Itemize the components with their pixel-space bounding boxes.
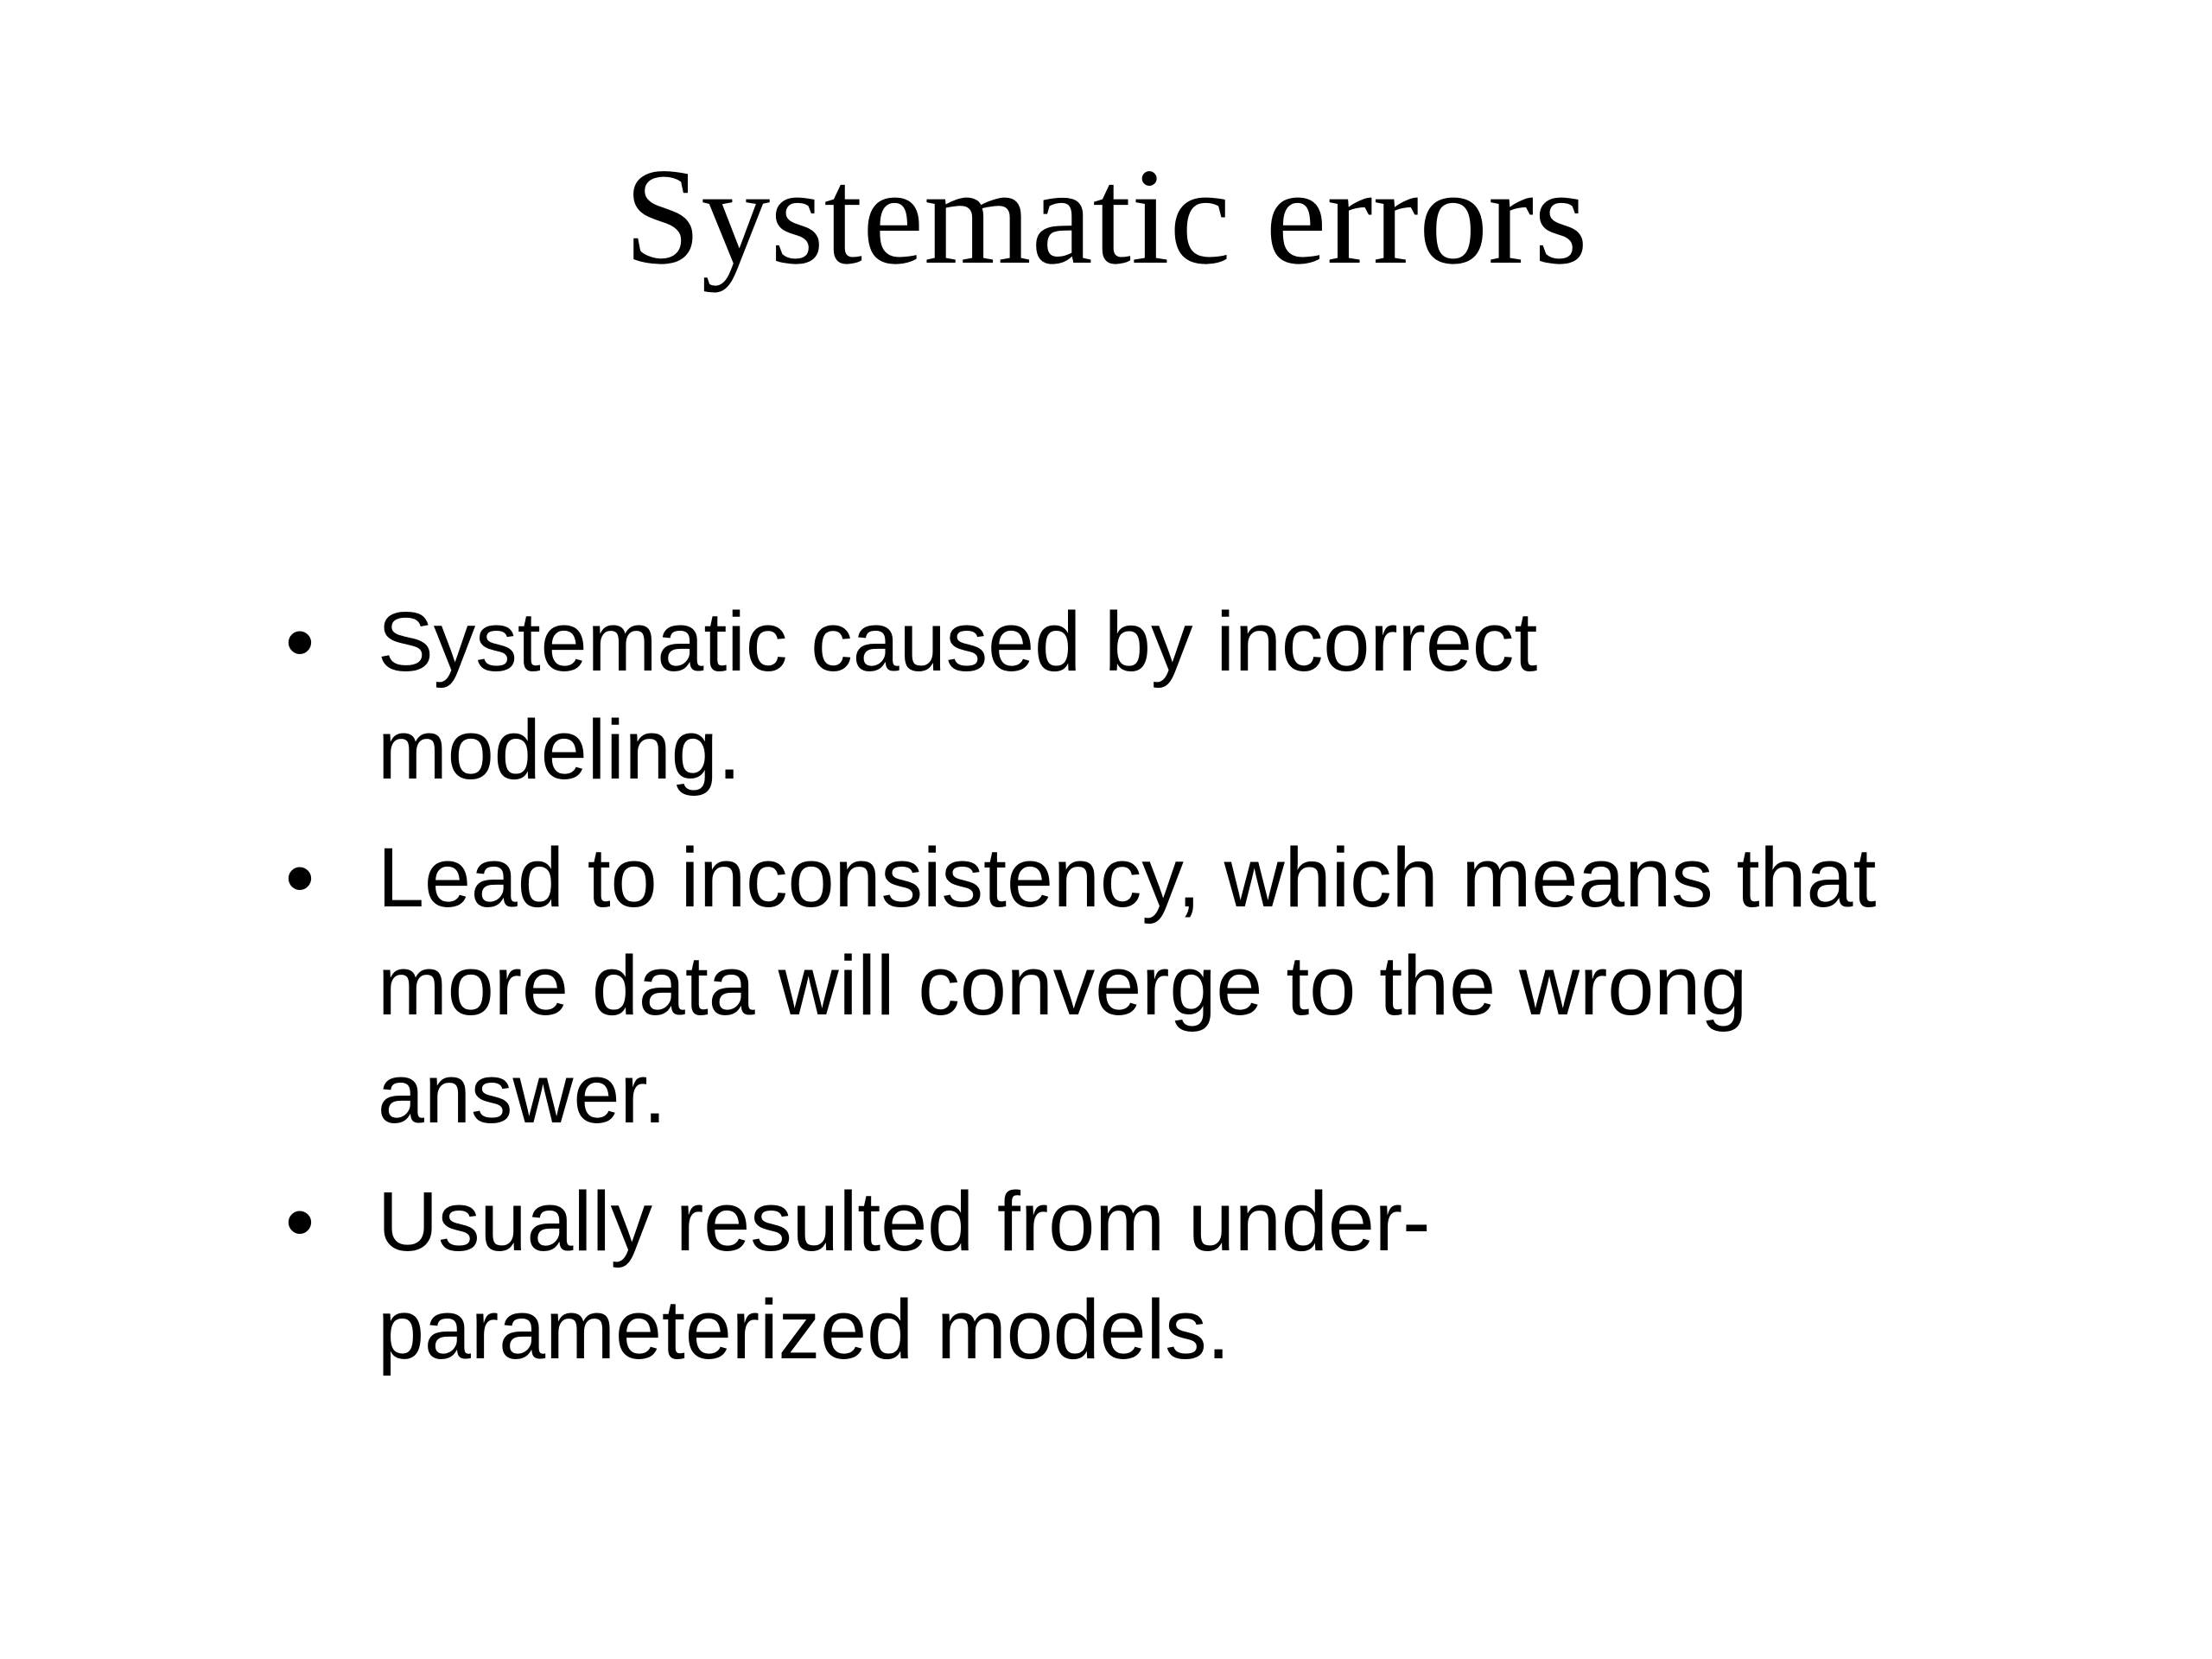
bullet-item <box>285 823 1910 1147</box>
bullet-item <box>285 588 1910 804</box>
bullet-text: Lead to inconsistency, which means that more data will converge to the wrong answer. <box>378 830 1877 1141</box>
bullet-marker: • <box>285 594 315 689</box>
bullet-text: Usually resulted from under-parameterized models. <box>378 1174 1431 1376</box>
bullet-marker: • <box>285 830 315 925</box>
bullet-marker: • <box>285 1174 315 1268</box>
bullet-list <box>285 588 1910 1403</box>
bullet-text: Systematic caused by incorrect modeling. <box>378 594 1538 797</box>
slide-title: Systematic errors <box>624 139 1588 293</box>
bullet-item <box>285 1167 1910 1383</box>
